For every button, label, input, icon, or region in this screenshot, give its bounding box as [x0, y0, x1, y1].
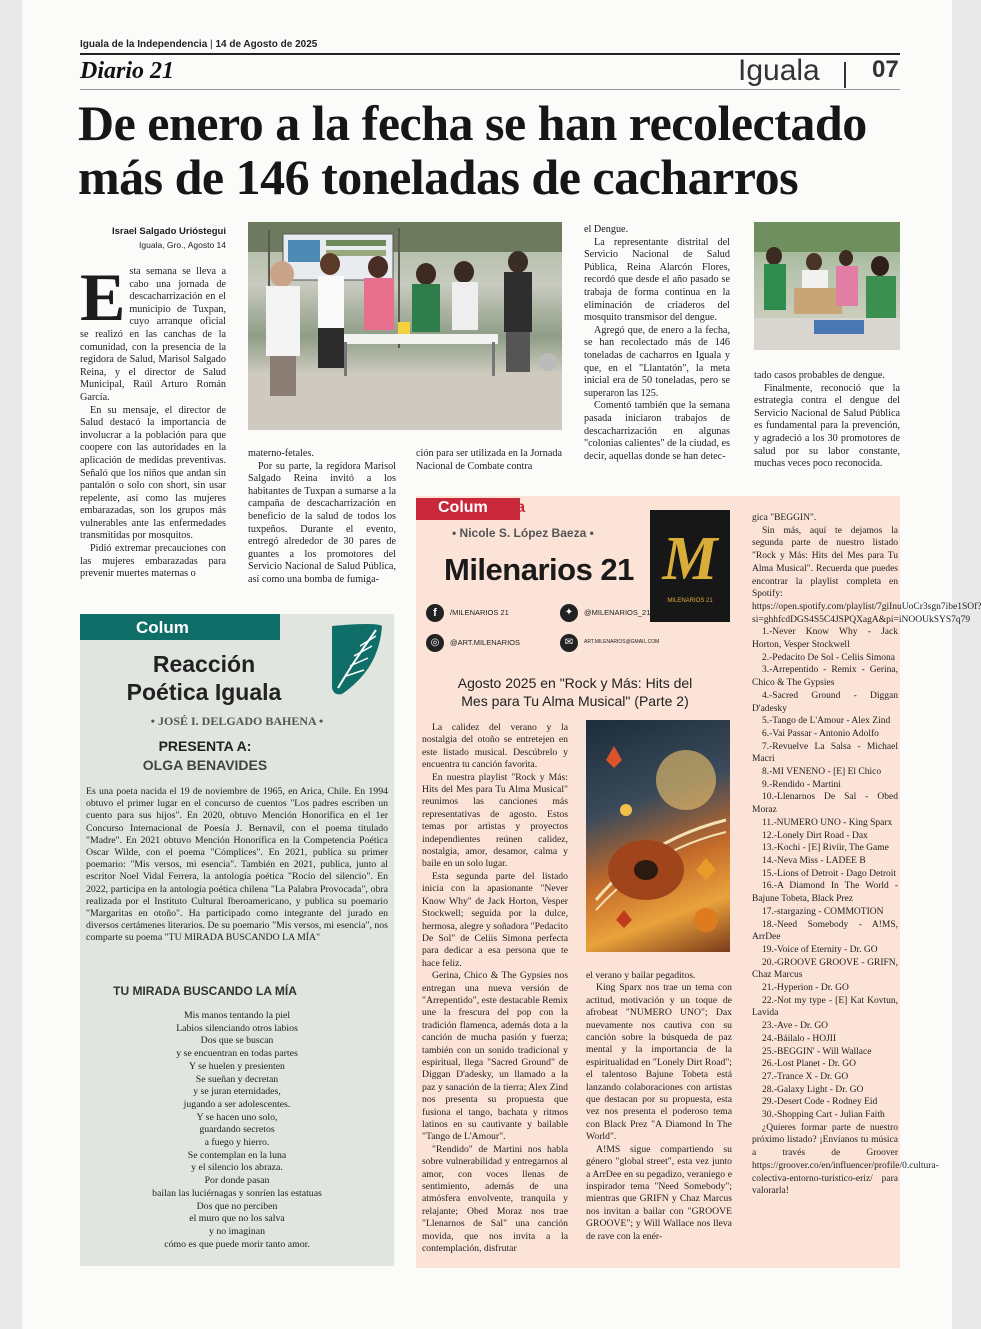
article-paragraph: En su mensaje, el director de Salud destacó la importancia de involucrar a la población para que coopere con las autoridades en la aplicación de medidas preventivas. Señaló que los niños que andan sin pantalón o solo con short, sin usar repelente, así como las mujeres embarazadas, son los grupos más vulnerables ante las enfermedades transmitidas por mosquitos. — [80, 404, 226, 542]
autumn-music-artwork — [586, 720, 730, 952]
poem-line: guardando secretos — [199, 1124, 275, 1136]
column-title-line1: Reacción — [152, 651, 256, 677]
playlist-item: 25.-BEGGIN' - Will Wallace — [762, 1046, 872, 1057]
playlist-item: 21.-Hyperion - Dr. GO — [762, 983, 849, 994]
poem-title: TU MIRADA BUSCANDO LA MÍA — [113, 984, 297, 998]
playlist-item: 10.-Llenarnos De Sal - Obed Moraz — [752, 792, 898, 816]
column-milenarios21 — [416, 496, 981, 1268]
poem-line: cómo es que puede morir tanto amor. — [164, 1238, 310, 1250]
facebook-icon: f — [426, 604, 444, 622]
playlist-item: 6.-Vai Passar - Antonio Adolfo — [762, 728, 879, 739]
poem-line: Y se hacen uno solo, — [196, 1111, 278, 1123]
column-tag-part2: na — [188, 618, 209, 637]
playlist-item: 3.-Arrepentido - Remix - Gerina, Chico & The Gypsies — [752, 665, 898, 689]
header-line: Iguala de la Independencia | 14 de Agosto de 2025 — [80, 39, 318, 50]
byline-place: Iguala, Gro., Agosto 14 — [139, 240, 226, 250]
twitter-handle: @MILENARIOS_21 — [584, 608, 651, 617]
poem-line: Dos que no perciben — [196, 1200, 278, 1212]
article-paragraph: La representante distrital del Servicio Nacional de Salud Pública, Reina Alarcón Flores, recordó que desde el año pasado se trabaja de forma continua en la eliminación de criaderos del mosquito transmisor del dengue. — [584, 236, 730, 324]
page-number: 07 — [872, 56, 899, 83]
columnista-tag — [438, 499, 525, 517]
playlist-item: 27.-Trance X - Dr. GO — [762, 1071, 849, 1082]
section-title: Iguala — [738, 54, 820, 87]
facebook-link[interactable] — [426, 604, 536, 622]
publication-name: Iguala de la Independencia — [80, 39, 208, 50]
columnista-tag-part1: Colum — [438, 499, 488, 516]
column-text-b — [586, 970, 732, 1243]
column-subtitle — [430, 674, 720, 710]
article-paragraph: ción para ser utilizada en la Jornada Nacional de Combate contra — [416, 448, 562, 472]
column-tag-part1: Colum — [136, 618, 189, 637]
article-col-1-text — [80, 259, 226, 581]
poem-line: Por donde pasan — [204, 1175, 270, 1187]
playlist-item: 28.-Galaxy Light - Dr. GO — [762, 1084, 864, 1095]
playlist-item: 12.-Lonely Dirt Road - Dax — [762, 830, 868, 841]
playlist-item: 2.-Pedacito De Sol - Celiis Simona — [762, 652, 895, 663]
article-paragraph: Por su parte, la regidora Marisol Salgado Reina invitó a los habitantes de Tuxpan a sumarse a la campaña de descacharrización en beneficio de la salud de todos los tuxpeños. Durante el evento, entregó alrededor de 30 pares de guantes a los promotores del Servicio Nacional de Salud Pública, así como una bomba de fumiga- — [248, 460, 396, 585]
event-photo-illustration — [248, 222, 562, 430]
column-title-line2: Poética Iguala — [126, 679, 282, 705]
section-divider — [844, 62, 846, 88]
poem-line: el muro que no los salva — [189, 1213, 285, 1225]
column-paragraph: "Rendido" de Martini nos habla sobre vulnerabilidad y entregarnos al amor, con voces llenas de sentimiento, además de una atmósfera envolvente, tranquila y relajante; Obed Moraz nos trae "Llenarnos de Sal" una canción movida, que nos invita a la contemplación, disfrutar — [422, 1143, 568, 1255]
playlist-item: 24.-Báilalo - HOJII — [762, 1033, 837, 1044]
playlist-item: 8.-MI VENENO - [E] El Chico — [762, 767, 882, 778]
column-subtitle-line1: Agosto 2025 en "Rock y Más: Hits del — [457, 675, 693, 691]
article-paragraph: Finalmente, reconoció que la estrategia contra el dengue del Servicio Nacional de Salud Pública es fundamental para la prevención, y agradeció a los 30 promotores de salud por su labor constante, muchas veces poco reconocida. — [754, 382, 900, 470]
poem-line: Y se huelen y presienten — [189, 1060, 285, 1072]
instagram-link[interactable] — [426, 634, 536, 652]
article-paragraph: Agregó que, de enero a la fecha, se han recolectado más de 146 toneladas de cacharros en Iguala y que, en el "Llantatón", la meta inicial era de 50 toneladas, pero se superaron las 125. — [584, 324, 730, 399]
poet-name: OLGA BENAVIDES — [142, 757, 268, 773]
poet-bio: Es una poeta nacida el 19 de noviembre de 1965, en Arica, Chile. En 1994 obtuvo el primer lugar en el concurso de cuentos "Los padres escriben un cuento para sus hijos". En 2020, obtuvo Mención Honorífica en el 1er Concurso Internacional de Poesía J. Bernavil, con el poema titulado "Madre". En 2021 obtuvo Mención Honorífica en la Competencia Poética Oscar Wilde, con el poema "Cómplices". En 2021, publica su primer poemario: "Mis versos, mi esencia". También en 2021, publica, junto al escritor Noel Vidal Ferrera, la antología poética "Rocío del silencio". En 2022, participa en la antología poética chilena "La Palabra Provocada", obra realizada por el Instituto Cultural Iberoamericano, y publica su poemario "Margaritas en otoño". Ha participado como integrante del jurado en diversos certámenes literarios. De su poemario "Mis versos, mi esencia", nos comparte su poema "TU MIRADA BUSCANDO LA MÍA" — [86, 786, 388, 944]
playlist-item: 5.-Tango de L'Amour - Alex Zind — [762, 716, 891, 727]
instagram-handle: @ART.MILENARIOS — [450, 638, 520, 647]
poem-line: Labios silenciando otros labios — [176, 1022, 298, 1034]
logo-caption: MILENARIOS 21 — [667, 598, 713, 604]
article-col-3-text — [416, 448, 562, 473]
article-paragraph: materno-fetales. — [248, 448, 314, 459]
byline-author: Israel Salgado Urióstegui — [111, 226, 226, 237]
column-reaccion-poetica — [80, 614, 394, 1266]
column-paragraph: En nuestra playlist "Rock y Más: Hits del Mes para Tu Alma Musical" reunimos las canciones más representativas de agosto. Estos temas por artistas y proyectos independientes reúnen calidez, nostalgia, amor, desamor, calma y baile en un solo lugar. — [422, 771, 568, 870]
playlist-item: 13.-Kochi - [E] Rivíir, The Game — [762, 843, 889, 854]
article-col-2-text — [248, 448, 396, 587]
headline — [78, 96, 908, 204]
article-col-5 — [754, 370, 900, 471]
feather-icon — [324, 618, 388, 700]
email-address: ART.MILENARIOS@GMAIL.COM — [584, 639, 660, 645]
playlist-item: 23.-Ave - Dr. GO — [762, 1021, 829, 1032]
column-title — [94, 650, 314, 706]
guitar-autumn-illustration — [586, 720, 730, 952]
headline-line-2: más de 146 toneladas de cacharros — [78, 149, 799, 205]
poem-line: y se encuentran en todas partes — [176, 1048, 298, 1060]
poem-line: y no imaginan — [208, 1225, 266, 1237]
poem-line: bailan las luciérnagas y sonríen las estatuas — [152, 1187, 322, 1199]
column-text-c — [752, 512, 981, 1198]
delivery-photo — [754, 222, 900, 350]
playlist-item: 26.-Lost Planet - Dr. GO — [762, 1059, 856, 1070]
article-col-4-text — [584, 224, 730, 463]
article-col-1 — [80, 259, 226, 581]
byline — [80, 226, 226, 250]
column-paragraph: La calidez del verano y la nostalgia del otoño se entretejen en este listado musical. Descúbrelo y encuentra tu canción favorita. — [422, 722, 568, 771]
issue-date: 14 de Agosto de 2025 — [215, 39, 318, 50]
poem-line: jugando a ser adolescentes. — [183, 1098, 291, 1110]
email-icon: ✉ — [560, 634, 578, 652]
column-text-a — [422, 722, 568, 1255]
playlist-item: 29.-Desert Code - Rodney Eid — [762, 1097, 878, 1108]
header-rule-bottom — [80, 89, 900, 90]
column-title-milenarios: Milenarios 21 — [444, 552, 634, 587]
poem-line: y el silencio los abraza. — [191, 1162, 283, 1174]
twitter-link[interactable] — [560, 604, 670, 622]
poem-line: Mis manos tentando la piel — [183, 1010, 291, 1021]
article-col-3 — [416, 448, 562, 473]
poem-line: a fuego y hierro. — [204, 1137, 270, 1149]
playlist-item: 22.-Not my type - [E] Kat Kovtun, Lavida — [752, 995, 898, 1019]
twitter-icon: ✦ — [560, 604, 578, 622]
column-paragraph: King Sparx nos trae un tema con actitud, motivación y un toque de afrobeat "NUMERO UNO"; Dax nuevamente nos cautiva con su canción sobre la búsqueda de paz mental y la importancia de la espiritualidad en "Lonely Dirt Road"; el talentoso Bajune Tobeta está lanzando colaboraciones con artistas que destacan por su propuesta, esta vez nos presenta el poderoso tema con Black Prez "A Diamond In The World". — [586, 982, 732, 1143]
feather-logo — [324, 618, 388, 700]
article-col-4 — [584, 224, 730, 463]
poem-line: Se sueñan y decretan — [195, 1073, 279, 1085]
article-paragraph: Comentó también que la semana pasada iniciaron trabajos de descacharrización en algunas "colonias calientes" de la ciudad, es decir, aquellas donde se han detec- — [584, 400, 730, 462]
article-paragraph: sta semana se lleva a cabo una jornada de descacharrización en el municipio de Tuxpan, cuyo arranque oficial se realizó en las canchas de la comunidad, con la presencia de la regidora de Salud, Marisol Salgado Reina, y el director de Salud Municipal, Raúl Arturo Román García. — [80, 266, 226, 403]
poem-line: Se contemplan en la luna — [187, 1149, 287, 1161]
newspaper-page — [22, 0, 981, 1329]
delivery-photo-illustration — [754, 222, 900, 350]
playlist-item: 19.-Voice of Eternity - Dr. GO — [762, 944, 878, 955]
article-paragraph: tado casos probables de dengue. — [754, 370, 885, 381]
playlist-item: 14.-Neva Miss - LADEE B — [762, 855, 866, 866]
event-photo — [248, 222, 562, 430]
columnist-author: • Nicole S. López Baeza • — [452, 526, 594, 540]
article-paragraph: Pidió extremar precauciones con las mujeres embarazadas para prevenir muertes maternas o — [80, 543, 226, 580]
playlist-item: 11.-NUMERO UNO - King Sparx — [762, 817, 893, 828]
article-col-5-text — [754, 370, 900, 471]
column-paragraph: gica "BEGGIN". — [752, 513, 817, 523]
playlist — [752, 626, 898, 1121]
column-paragraph: el verano y bailar pegaditos. — [586, 970, 696, 981]
playlist-item: 20.-GROOVE GROOVE - GRIFN, Chaz Marcus — [752, 957, 898, 981]
playlist-item: 7.-Revuelve La Salsa - Michael Macri — [752, 741, 898, 765]
playlist-item: 9.-Rendido - Martini — [762, 779, 841, 790]
logo-letter: M — [662, 525, 718, 593]
column-paragraph: Sin más, aquí te dejamos la segunda parte de nuestro listado "Rock y Más: Hits del Mes para Tu Alma Musical". Recuerda que puedes encontrar la playlist completa en Spotify: https://open.spotify.com/playlist/7giInuUoCr3sgn7ibe1SOf?si=ghhfcdDGS4S5C4JSPQXagA&pi=iNOOUkSYS7q79 — [752, 525, 981, 625]
column-author: • JOSÉ I. DELGADO BAHENA • — [150, 714, 324, 728]
presenta-label: PRESENTA A: — [158, 738, 252, 754]
column-outro: ¿Quieres formar parte de nuestro próximo listado? ¡Envíanos tu música a través de Groover https://groover.co/en/influencer/profile/0.cultura-colectiva-entorno-turistico-eriz/ para valorarla! — [752, 1122, 939, 1197]
column-paragraph: Esta segunda parte del listado inicia con la apasionante "Never Know Why" de Jack Horton, Vesper Stockwell; seguida por la dulce, hermosa, alegre y soñadora "Pedacito De Sol" de Celiis Simona perfecta para dedicar a esa persona que te hace feliz. — [422, 870, 568, 969]
poem-line: Dos que se buscan — [200, 1035, 274, 1047]
column-paragraph: A!MS sigue compartiendo su género "global street", esta vez junto a ArrDee en su pegadizo, veraniego e inspirador tema "Need Somebody"; mientras que GRIFN y Chaz Marcus nos invitan a bailar con "GROOVE GROOVE"; y Will Wallace nos lleva de rave con la enér- — [586, 1143, 732, 1242]
playlist-item: 15.-Lions of Detroit - Dago Detroit — [762, 868, 897, 879]
article-col-2 — [248, 448, 396, 587]
playlist-item: 17.-stargazing - COMMOTION — [762, 906, 884, 917]
email-link[interactable] — [560, 634, 690, 652]
playlist-item: 4.-Sacred Ground - Diggan D'adesky — [752, 690, 898, 714]
poem-line: y se juran eternidades, — [193, 1086, 281, 1098]
column-subtitle-line2: Mes para Tu Alma Musical" (Parte 2) — [461, 693, 689, 709]
facebook-handle: /MILENARIOS 21 — [450, 608, 509, 617]
playlist-item: 18.-Need Somebody - A!MS, ArrDee — [752, 919, 898, 943]
column-paragraph: Gerina, Chico & The Gypsies nos entregan una nueva versión de "Arrepentido", este destacable Remix une la frescura del pop con la tradición flamenca, además dota a la canción de mucha pasión y fuerza; también con un sonido tradicional y espiritual, llega "Sacred Ground" de Diggan D'adesky, un llamado a la paz y sanación de la tierra; Alex Zind nos presenta su propuesta que fusiona el tango, bachata y ritmos latinos en su cautivante y bailable "Tango de L'Amour". — [422, 970, 568, 1143]
drop-cap: E — [80, 259, 126, 335]
playlist-item: 1.-Never Know Why - Jack Horton, Vesper Stockwell — [752, 627, 898, 651]
column-tag — [136, 618, 209, 638]
playlist-item: 16.-A Diamond In The World - Bajune Tobeta, Black Prez — [752, 881, 898, 905]
columnista-tag-part2: nista — [487, 499, 526, 516]
diario21-logo: Diario 21 — [80, 58, 175, 84]
poem — [80, 1010, 394, 1251]
headline-line-1: De enero a la fecha se han recolectado — [78, 95, 867, 151]
playlist-item: 30.-Shopping Cart - Julian Faith — [762, 1110, 885, 1121]
article-paragraph: el Dengue. — [584, 224, 629, 235]
instagram-icon: ◎ — [426, 634, 444, 652]
